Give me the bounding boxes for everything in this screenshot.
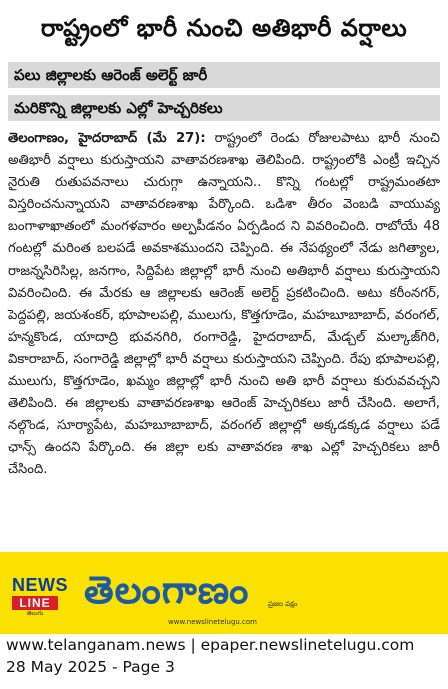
telanganam-logo: తెలంగాణం [84,568,250,612]
newsline-logo-bottom: LINE [12,596,58,610]
article-headline: రాష్ట్రంలో భారీ నుంచి అతిభారీ వర్షాలు [40,14,408,42]
footer-edition: 28 May 2025 - Page 3 [6,658,175,676]
article-body [8,128,440,482]
page-footer [0,634,448,689]
newsline-logo-top: NEWS [12,575,68,595]
brand-banner [0,552,448,634]
newsline-logo-small: తెలుగు [26,610,44,617]
article-dateline: తెలంగాణం, హైదరాబాద్ (మే 27): [8,131,206,146]
article-text: రాష్ట్రంలో రెండు రోజులపాటు భారీ నుంచి అతిభారీ వర్షాలు కురుస్తాయని వాతావరణశాఖ తెలిపింది. రాష్ట్రంలోకి ఎంట్రీ ఇచ్చిన నైరుతి రుతుపవనాలు చురుగ్గా ఉన్నాయని.. కొన్ని గంటల్లో రాష్ట్రమంతటా విస్తరించనున్నాయని వాతావరణశాఖ పేర్కొంది. ఒడిశా తీరం వెంబడి వాయువ్య బంగాళాఖాతంలో మంగళవారం అల్పపీడనం ఏర్పడింద ని వివరించింది. రాబోయే 48 గంటల్లో మరింత బలపడే అవకాశముందని చెప్పింది. ఈ నేపథ్యంలో నేడు జగిత్యాల, రాజన్నసిరిసిల్ల, జనగాం, సిద్దిపేట జిల్లాల్లో భారీ నుంచి అతిభారీ వర్షాలు కురుస్తాయని వివరించింది. ఈ మేరకు ఆ జిల్లాలకు ఆరెంజ్ అలెర్ట్ ప్రకటించింది. అటు కరీంనగర్, పెద్దపల్లి, జయశంకర్, భూపాలపల్లి, ములుగు, కొత్తగూడెం, మహబూబాబాద్, వరంగల్, హన్మకొండ, యాదాద్రి భువనగిరి, రంగారెడ్డి, హైదరాబాద్, మేడ్చల్ మల్కాజ్‌గిరి, వికారాబాద్, సంగారెడ్డి జిల్లాల్లో భారీ వర్షాలు కురుస్తాయని చెప్పింది. రేపు భూపాలపల్లి, ములుగు, కొత్తగూడెం, ఖమ్మం జిల్లాల్లో భారీ నుంచి అతి భారీ వర్షాలు కురువవచ్చని తెలిపింది. ఈ జిల్లాలకు వాతావరణశాఖ ఆరెంజ్ హెచ్చరికలు జారీ చేసింది. అలాగే, నల్గొండ, సూర్యాపేట, మహబూబాబాద్, వరంగల్ జిల్లాల్లో అక్కడక్కడ వర్షాలు పడే ఛాన్స్ ఉందని పేర్కొంది. ఈ జిల్లా లకు వాతావరణ శాఖ ఎల్లో హెచ్చరికలు జారీ చేసింది. [8,131,440,478]
newsline-logo [12,576,66,618]
brand-url: www.newslinetelugu.com [168,618,257,626]
article-subhead-2: మరికొన్ని జిల్లాలకు ఎల్లో హెచ్చరికలు [8,95,440,121]
article-subhead-1: పలు జిల్లాలకు ఆరెంజ్ అలెర్ట్ జారీ [8,62,440,88]
footer-sites: www.telanganam.news | epaper.newslinetelugu.com [6,636,415,654]
brand-tagline: ప్రజల పక్షం [268,600,298,608]
